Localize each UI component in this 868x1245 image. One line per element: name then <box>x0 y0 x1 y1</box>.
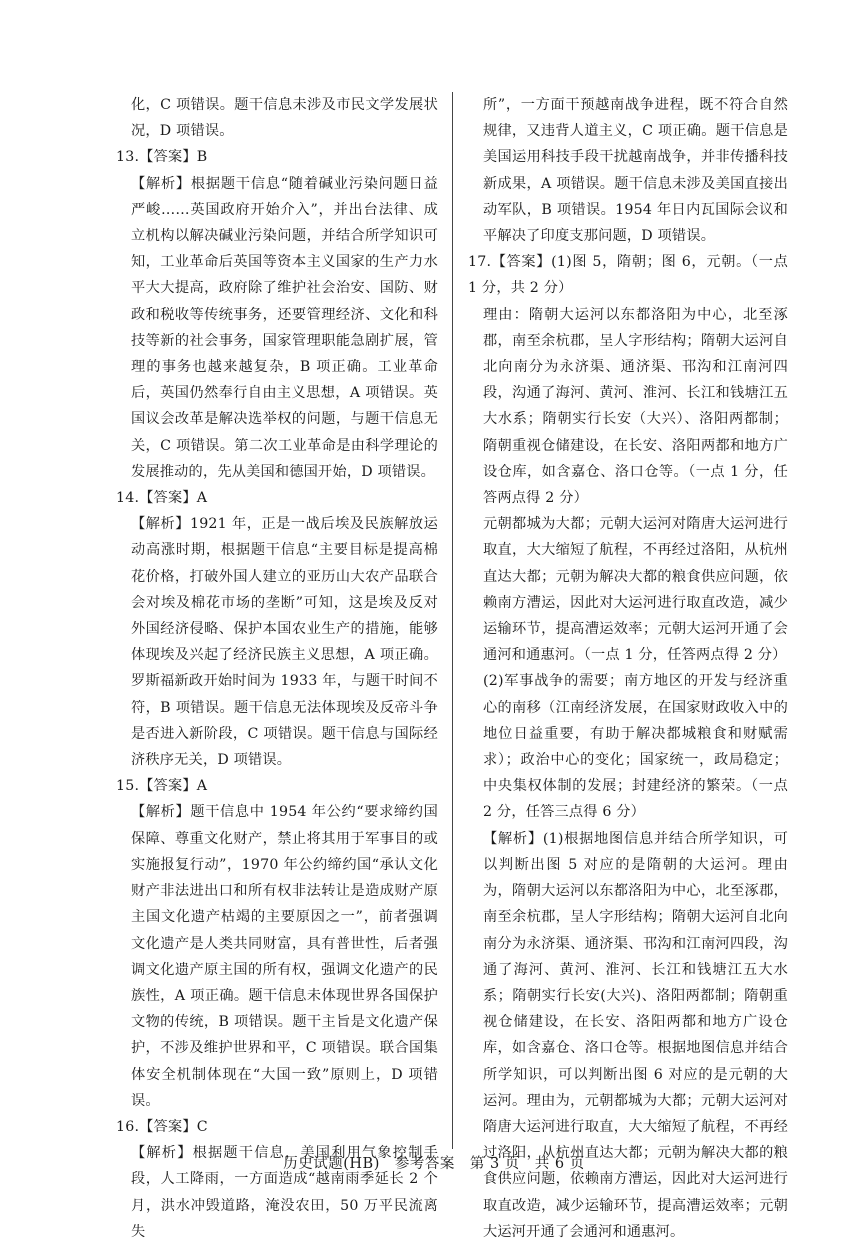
analysis-17: 【解析】(1)根据地图信息并结合所学知识，可以判断出图 5 对应的是隋朝的大运河。理由为，隋朝大运河以东都洛阳为中心，北至涿郡，南至余杭郡，呈人字形结构；隋朝大运河自北向南分为永济渠、通济渠、邗沟和江南河四段，沟通了海河、黄河、淮河、长江和钱塘江五大水系；隋朝实行长安(大兴)、洛阳两都制；隋朝重视仓储建设，在长安、洛阳两都和地方广设仓库，如含嘉仓、洛口仓等。根据地图信息并结合所学知识，可以判断出图 6 对应的是元朝的大运河。理由为，元朝都城为大都；元朝大运河对隋唐大运河进行取直，大大缩短了航程，不再经过洛阳，从杭州直达大都；元朝为解决大都的粮食供应问题，依赖南方漕运，因此对大运河进行取直改造，减少运输环节，提高漕运效率；元朝大运河开通了会通河和通惠河。 <box>483 830 788 1240</box>
answer-16: 16.【答案】C <box>116 1118 208 1135</box>
column-divider <box>452 92 453 1149</box>
right-column <box>468 92 788 1245</box>
analysis-14: 【解析】1921 年，正是一战后埃及民族解放运动高涨时期，根据题干信息“主要目标是提高棉花价格，打破外国人建立的亚历山大农产品联合会对埃及棉花市场的垄断”可知，这是埃及反对外国经济侵略、保护本国农业生产的措施，能够体现埃及兴起了经济民族主义思想，A 项正确。罗斯福新政开始时间为 1933 年，与题干时间不符，B 项错误。题干信息无法体现埃及反帝斗争是否进入新阶段，C 项错误。题干信息与国际经济秩序无关，D 项错误。 <box>131 516 438 769</box>
answer-15: 15.【答案】A <box>116 778 208 795</box>
analysis-13: 【解析】根据题干信息“随着碱业污染问题日益严峻……英国政府开始介入”，并出台法律、成立机构以解决碱业污染问题，并结合所学知识可知，工业革命后英国等资本主义国家的生产力水平大大提高，政府除了维护社会治安、国防、财政和税收等传统事务，还要管理经济、文化和科技等新的社会事务，国家管理职能急剧扩展，管理的事务也越来越复杂，B 项正确。工业革命后，英国仍然奉行自由主义思想，A 项错误。英国议会改革是解决选举权的问题，与题干信息无关，C 项错误。第二次工业革命是由科学理论的发展推动的，先从美国和德国开始，D 项错误。 <box>131 175 438 480</box>
answer-17: 17.【答案】(1)图 5，隋朝；图 6，元朝。（一点 1 分，共 2 分） <box>468 254 788 297</box>
page-footer: 历史试题(HB) 参考答案 第 3 页 共 6 页 <box>283 1156 585 1172</box>
answer-14: 14.【答案】A <box>116 490 208 507</box>
answer-17-reason-yuan: 元朝都城为大都；元朝大运河对隋唐大运河进行取直，大大缩短了航程，不再经过洛阳，从杭州直达大都；元朝为解决大都的粮食供应问题，依赖南方漕运，因此对大运河进行取直改造，减少运输环节，提高漕运效率；元朝大运河开通了会通河和通惠河。（一点 1 分，任答两点得 2 分） <box>483 516 788 664</box>
analysis-15: 【解析】题干信息中 1954 年公约“要求缔约国保障、尊重文化财产，禁止将其用于军事目的或实施报复行动”，1970 年公约缔约国“承认文化财产非法进出口和所有权非法转让是造成财产原主国文化遗产枯竭的主要原因之一”，前者强调文化遗产是人类共同财富，具有普世性，后者强调文化遗产原主国的所有权，强调文化遗产的民族性，A 项正确。题干信息未体现世界各国保护文物的传统，B 项错误。题干主旨是文化遗产保护，不涉及维护世界和平，C 项错误。联合国集体安全机制体现在“大国一致”原则上，D 项错误。 <box>131 804 438 1109</box>
answer-17-reason-sui: 理由：隋朝大运河以东都洛阳为中心，北至涿郡，南至余杭郡，呈人字形结构；隋朝大运河自北向南分为永济渠、通济渠、邗沟和江南河四段，沟通了海河、黄河、淮河、长江和钱塘江五大水系；隋朝实行长安（大兴）、洛阳两都制；隋朝重视仓储建设，在长安、洛阳两都和地方广设仓库，如含嘉仓、洛口仓等。（一点 1 分，任答两点得 2 分） <box>483 306 788 507</box>
analysis-16: 【解析】根据题干信息，美国利用气象控制手段，人工降雨，一方面造成“越南雨季延长 2 个月，洪水冲毁道路，淹没农田，50 万平民流离失 <box>131 1145 438 1240</box>
answer-17-part2: (2)军事战争的需要；南方地区的开发与经济重心的南移（江南经济发展，在国家财政收入中的地位日益重要，有助于解决都城粮食和财赋需求）；政治中心的变化；国家统一，政局稳定；中央集权体制的发展；封建经济的繁荣。（一点 2 分，任答三点得 6 分） <box>483 673 788 821</box>
right-cont-paragraph: 所”，一方面干预越南战争进程，既不符合自然规律，又违背人道主义，C 项正确。题干信息是美国运用科技手段干扰越南战争，并非传播科技新成果，A 项错误。题干信息未涉及美国直接出动军队，B 项错误。1954 年日内瓦国际会议和平解决了印度支那问题，D 项错误。 <box>483 97 788 245</box>
answer-13: 13.【答案】B <box>116 149 208 166</box>
left-cont-paragraph: 化，C 项错误。题干信息未涉及市民文学发展状况，D 项错误。 <box>131 97 438 140</box>
left-column <box>116 92 438 1245</box>
